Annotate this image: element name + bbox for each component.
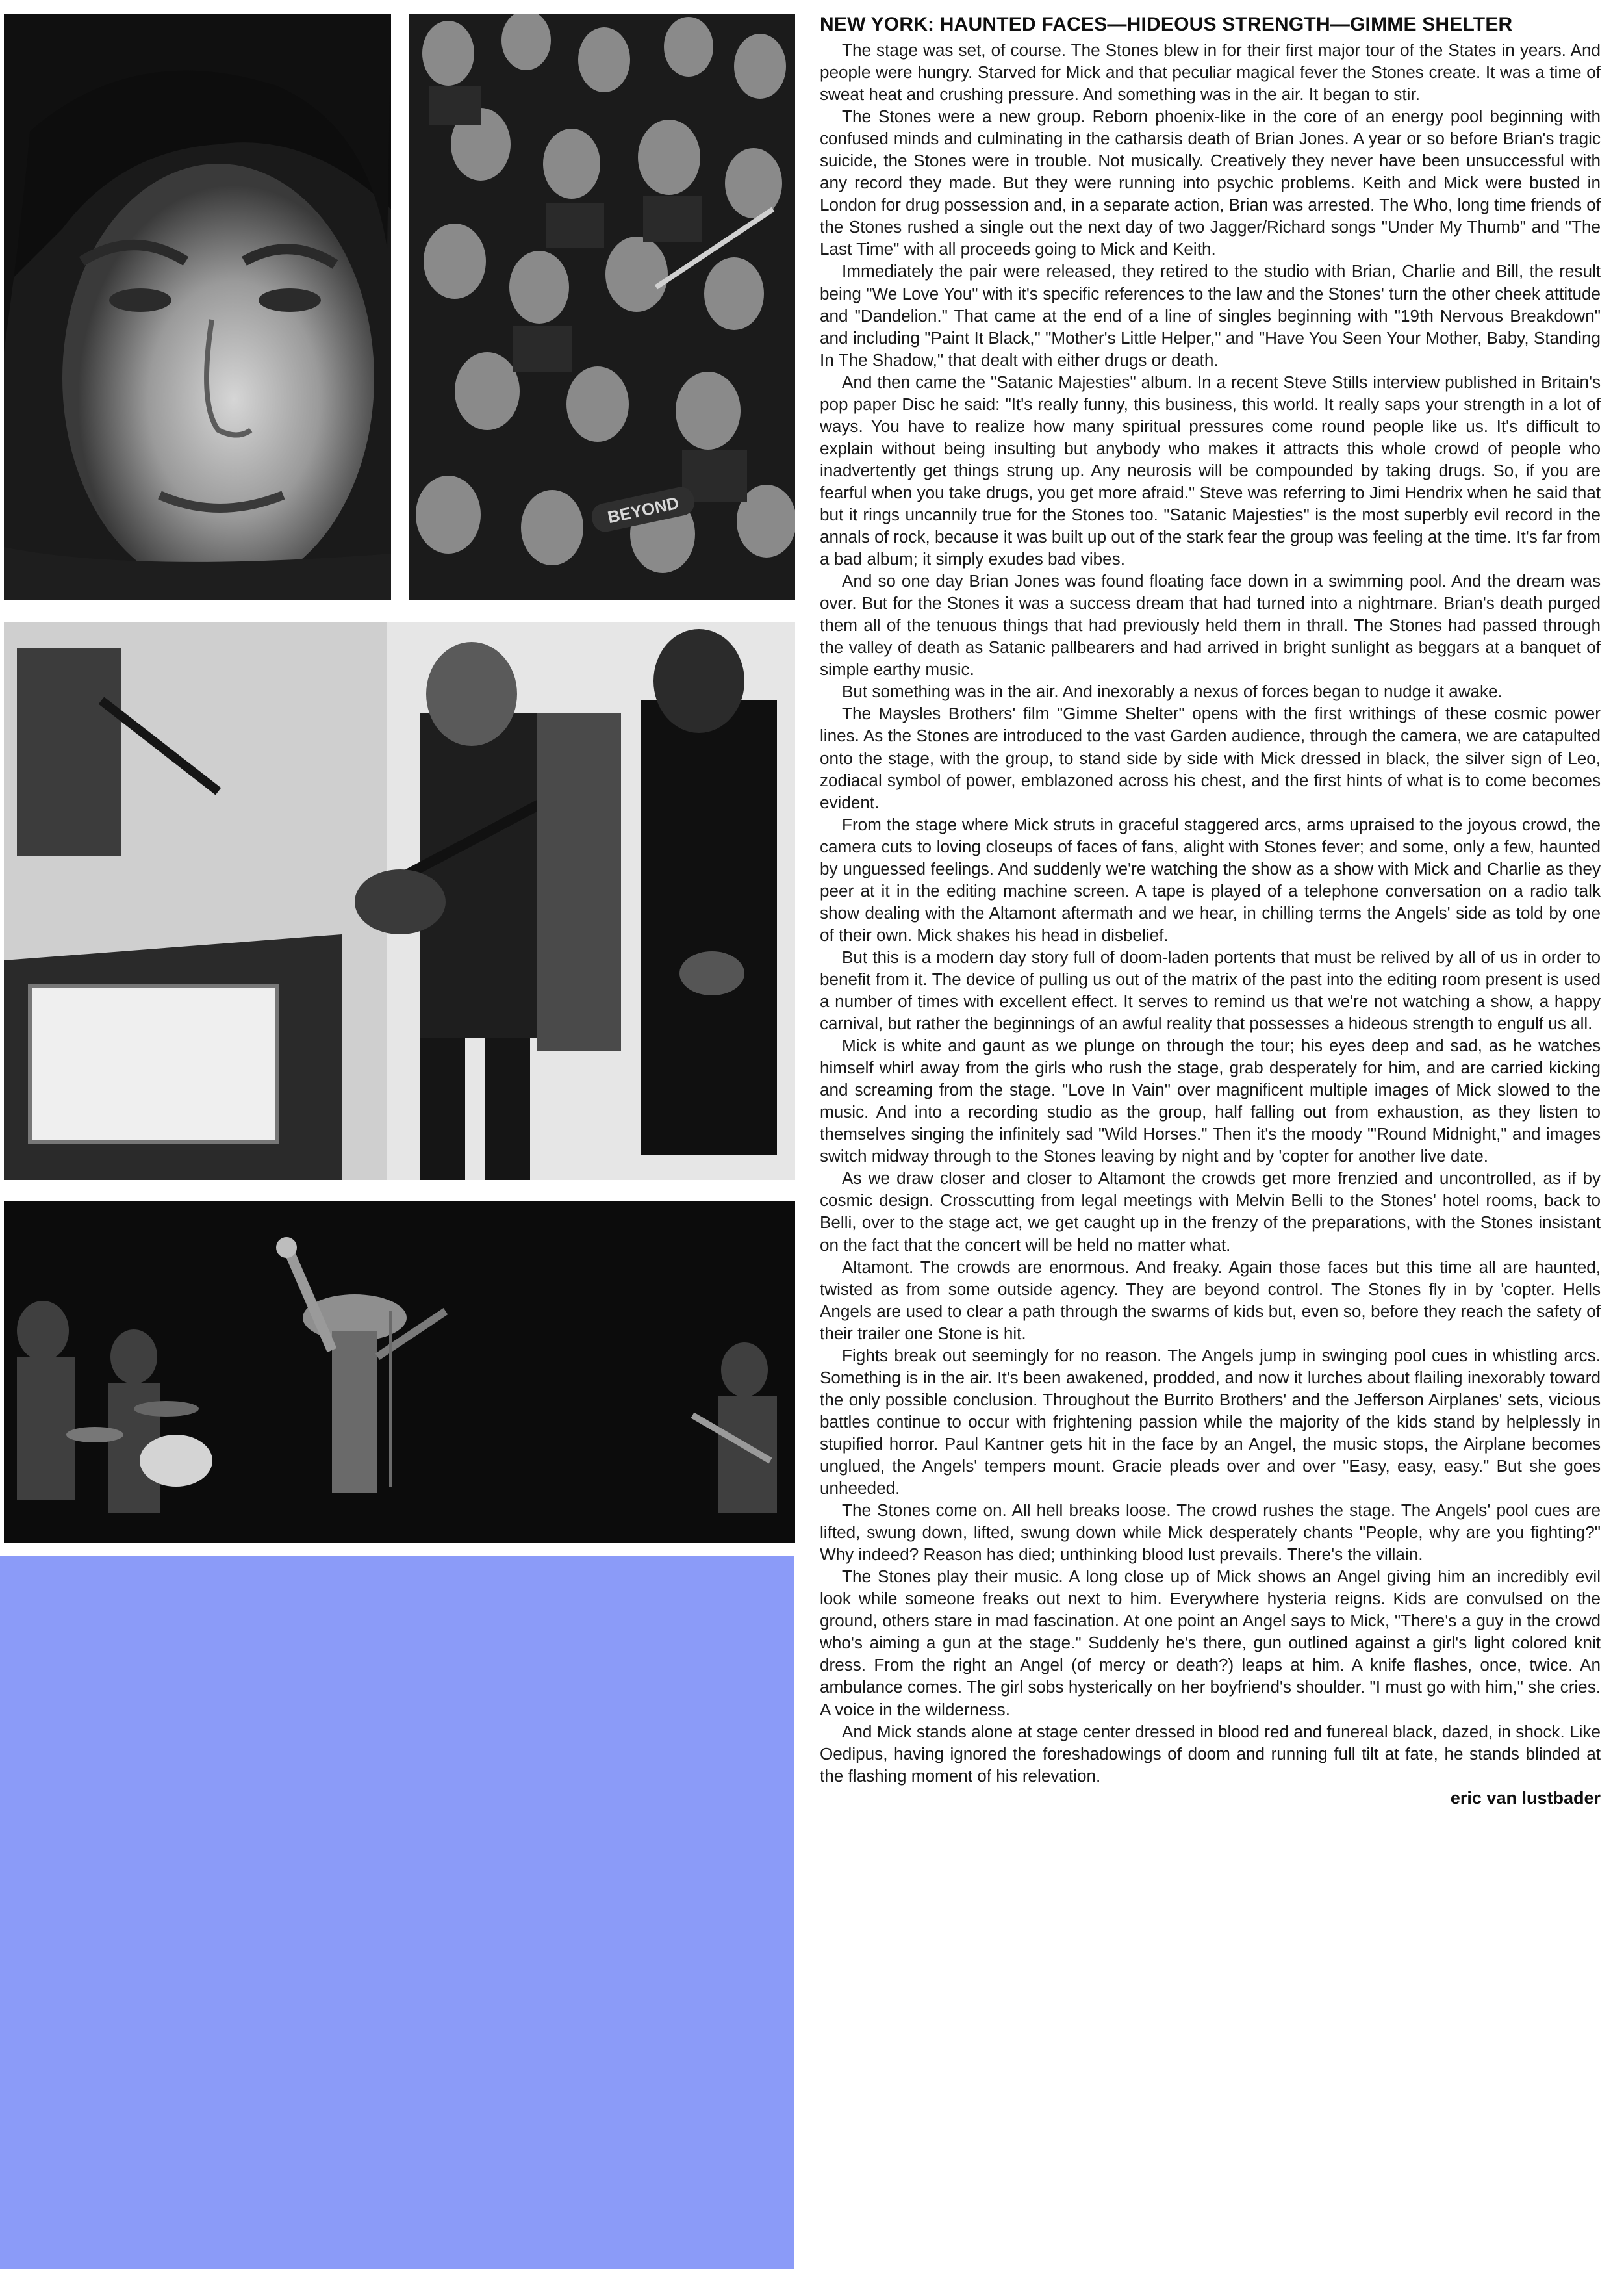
article-paragraph: Immediately the pair were released, they retired to the studio with Brian, Charlie and Bill, the result being "We Love You" with it's specific references to the law and the Stones' turn the other cheek attitude and "Dandelion." That came at the end of a line of singles beginning with "19th Nervous Breakdown" and including "Paint It Black," "Mother's Little Helper," and "Have You Seen Your Mother, Baby, Standing In The Shadow," that dealt with either drugs or death. [820, 261, 1601, 370]
article-paragraph: The Maysles Brothers' film "Gimme Shelter" opens with the first writhings of these cosmic power lines. As the Stones are introduced to the vast Garden audience, through the camera, we are catapulted onto the stage, with the group, to stand side by side with Mick dressed in black, the silver sign of Leo, zodiacal symbol of power, emblazoned across his chest, and the first hints of what is to come becomes evident. [820, 704, 1601, 812]
article-paragraph: From the stage where Mick struts in graceful staggered arcs, arms upraised to the joyous crowd, the camera cuts to loving closeups of faces of fans, alight with Stones fever; and some, only a few, haunted by unguessed feelings. And suddenly we're watching the show as a show with Mick and Charlie as they peer at it in the editing machine screen. A tape is played of a telephone conversation on a radio talk show dealing with the Altamont aftermath and we hear, in chilling terms the Angels' side as told by one of their own. Mick shakes his head in disbelief. [820, 814, 1601, 945]
concert-photo [4, 1201, 795, 1543]
article-paragraph: The Stones were a new group. Reborn phoenix-like in the core of an energy pool beginning with confused minds and culminating in the catharsis death of Brian Jones. A year or so before Brian's tragic suicide, the Stones were in trouble. Not musically. Creatively they never have been unsuccessful with any record they made. But they were running into psychic problems. Keith and Mick were busted in London for drug possession and, in a separate action, Brian was arrested. The Who, long time friends of the Stones rushed a single out the next day of two Jagger/Richard songs "Under My Thumb" and "The Last Time" with all proceeds going to Mick and Keith. [820, 107, 1601, 259]
article-paragraph: The Stones play their music. A long close up of Mick shows an Angel giving him an incredibly evil look while someone freaks out next to him. Everywhere hysteria reigns. Kids are convulsed on the ground, others stare in mad fascination. At one point an Angel says to Mick, "There's a guy in the crowd who's aiming a gun at the stage." Suddenly he's there, gun outlined against a girl's light colored knit dress. From the right an Angel (of mercy or death?) leaps at him. A knife flashes, once, twice. An ambulance comes. The girl sobs hysterically on her boyfriend's shoulder. "I must go with him," she cries. A voice in the wilderness. [820, 1567, 1601, 1719]
crowd-photo [409, 14, 795, 600]
article-paragraph: Fights break out seemingly for no reason. The Angels jump in swinging pool cues in whistling arcs. Something is in the air. It's been awakened, prodded, and now it lurches about flailing inexorably toward the only possible conclusion. Throughout the Burrito Brothers' and the Jefferson Airplanes' sets, vicious battles continue to occur with frightening passion while the majority of the kids stand by helplessly in stupified horror. Paul Kantner gets hit in the face by an Angel, the music stops, the Airplane becomes unglued, the Angels' tempers mount. Gracie pleads over and over "Easy, easy, easy." But she goes unheeded. [820, 1345, 1601, 1498]
article-paragraph: And Mick stands alone at stage center dressed in blood red and funereal black, dazed, in shock. Like Oedipus, having ignored the foreshadowings of doom and running full tilt at fate, he stands blinded at the flashing moment of his relevation. [820, 1721, 1601, 1786]
article-paragraph: Altamont. The crowds are enormous. And freaky. Again those faces but this time all are haunted, twisted as from some outside agency. They are beyond control. The Stones fly in by 'copter. Hells Angels are used to clear a path through the swarms of kids but, even so, before they reach the safety of their trailer one Stone is hit. [820, 1257, 1601, 1343]
article-paragraph: The stage was set, of course. The Stones blew in for their first major tour of the States in years. And people were hungry. Starved for Mick and that peculiar magical fever the Stones create. It was a time of sweat heat and crushing pressure. And something was in the air. It began to stir. [820, 40, 1601, 105]
band-stage-photo [4, 622, 795, 1180]
portrait-photo [4, 14, 391, 600]
article-headline: NEW YORK: HAUNTED FACES—HIDEOUS STRENGTH—GIMME SHELTER [820, 14, 1513, 35]
article-paragraph: Mick is white and gaunt as we plunge on through the tour; his eyes deep and sad, as he watches himself whirl away from the girls who rush the stage, grab desperately for him, and are carried kicking and screaming from the stage. "Love In Vain" over magnificent multiple images of Mick slowed to the music. And into a recording studio as the group, half falling out from exhaustion, as they listen to themselves singing the infinitely sad "Wild Horses." Then it's the moody "'Round Midnight," and images switch midway through to the Stones leaving by night and by 'copter for another live date. [820, 1036, 1601, 1166]
article-paragraph: And so one day Brian Jones was found floating face down in a swimming pool. And the dream was over. But for the Stones it was a success dream that had turned into a nightmare. Brian's death purged them all of the tenuous things that had previously held them in thrall. The Stones had passed through the valley of death as Satanic pallbearers and had arrived in bright sunlight as beggars at a banquet of simple earthy music. [820, 571, 1601, 680]
article-paragraph: But this is a modern day story full of doom-laden portents that must be relived by all of us in order to benefit from it. The device of pulling us out of the matrix of the past into the editing room present is used a number of times with excellent effect. It serves to remind us that we're not watching a show, a happy carnival, but rather the beginnings of an awful reality that possesses a hideous strength to engulf us all. [820, 947, 1601, 1034]
article-paragraph: As we draw closer and closer to Altamont the crowds get more frenzied and uncontrolled, as if by cosmic design. Crosscutting from legal meetings with Melvin Belli to the Stones' hotel rooms, back to Belli, over to the stage act, we get caught up in the frenzy of the preparations, with the Stones insistant on the fact that the concert will be held no matter what. [820, 1168, 1601, 1255]
blank-blue-panel [0, 1556, 794, 2269]
author-byline: eric van lustbader [1450, 1788, 1601, 1808]
svg-text:BEYOND: BEYOND [605, 493, 681, 528]
article-paragraph: And then came the "Satanic Majesties" album. In a recent Steve Stills interview published in Britain's pop paper Disc he said: "It's really funny, this business, this world. It really saps your strength in a lot of ways. You have to realize how many spiritual pressures come round people like us. It's difficult to explain without being insulting but anybody who makes it attracts this whole crowd of people who inadvertently get things strung up. Any neurosis will be compounded by taking drugs. So, if you are fearful when you take drugs, you get more afraid." Steve was referring to Jimi Hendrix when he said that but it rings uncannily true for the Stones too. "Satanic Majesties" is the most superbly evil record in the annals of rock, because it was built up out of the stark fear the group was feeling at the time. It's far from a bad album; it simply exudes bad vibes. [820, 372, 1601, 569]
article-column [820, 12, 1601, 2260]
article-paragraph: The Stones come on. All hell breaks loose. The crowd rushes the stage. The Angels' pool cues are lifted, swung down, lifted, swung down while Mick desperately chants "People, why are you fighting?" Why indeed? Reason has died; unthinking blood lust prevails. There's the villain. [820, 1500, 1601, 1565]
article-paragraph: But something was in the air. And inexorably a nexus of forces began to nudge it awake. [842, 682, 1503, 702]
